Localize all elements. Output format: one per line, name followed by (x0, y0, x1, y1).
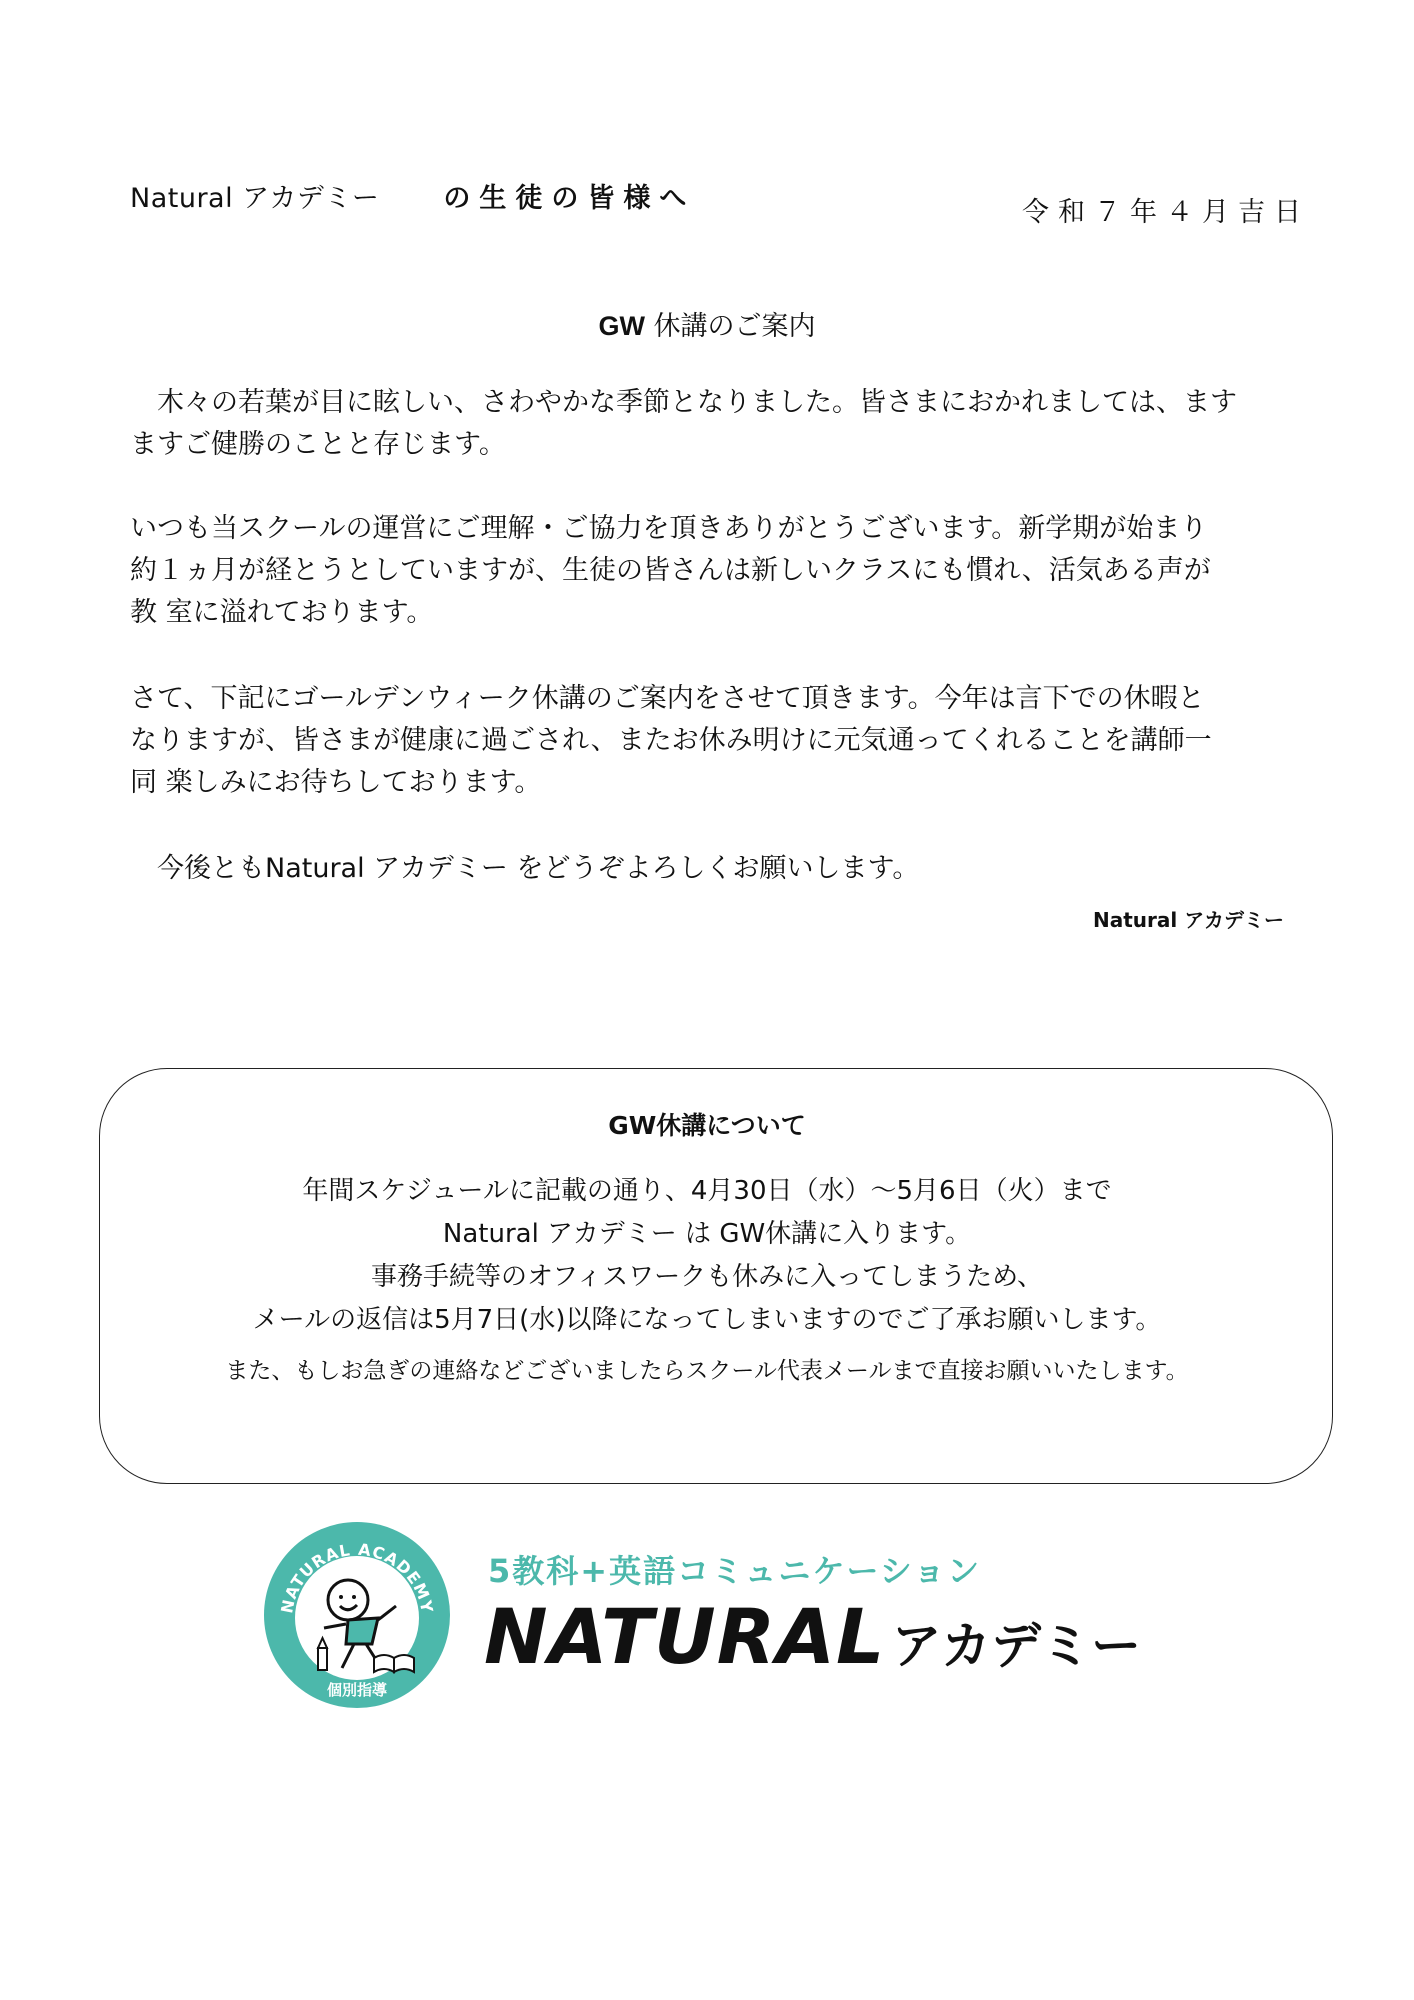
letter-title (0, 304, 1414, 343)
paragraph-line: ますご健勝のことと存じます。 (130, 429, 506, 460)
letter-title-prefix: GW (598, 311, 645, 341)
notice-line: 年間スケジュールに記載の通り、4月30日（水）〜5月6日（火）まで (302, 1176, 1112, 1206)
pencil-icon (318, 1638, 327, 1670)
notice-line: メールの返信は5月7日(水)以降になってしまいますのでご了承お願いします。 (252, 1305, 1162, 1335)
logo-wordmark-kana: アカデミー (891, 1617, 1141, 1675)
letter-title-text: 休講のご案内 (653, 311, 816, 342)
paragraph-line: 教 室に溢れております。 (130, 597, 434, 628)
addressee-line (130, 176, 695, 215)
academy-badge-logo (262, 1520, 452, 1710)
badge-sub-text: 個別指導 (326, 1681, 388, 1699)
open-book-icon (374, 1655, 414, 1672)
logo-wordmark-latin: NATURAL (484, 1592, 886, 1681)
paragraph-line: なりますが、皆さまが健康に過ごされ、またお休み明けに元気通ってくれることを講師一 (130, 725, 1212, 756)
addressee-school: Natural アカデミー (130, 183, 380, 214)
paragraph-line: いつも当スクールの運営にご理解・ご協力を頂きありがとうございます。新学期が始まり (130, 513, 1208, 544)
notice-line: また、もしお急ぎの連絡などございましたらスクール代表メールまで直接お願いいたします。 (225, 1358, 1189, 1384)
badge-arc-text: NATURAL ACADEMY (277, 1539, 437, 1615)
paragraph-thanks (130, 508, 1290, 634)
paragraph-line: 同 楽しみにお待ちしております。 (130, 767, 542, 798)
paragraph-line: 約１ヵ月が経とうとしていますが、生徒の皆さんは新しいクラスにも慣れ、活気ある声が (130, 555, 1211, 586)
addressee-students: の生徒の皆様へ (443, 183, 696, 214)
logo-tagline: 5教科+英語コミュニケーション (488, 1552, 982, 1590)
paragraph-line: さて、下記にゴールデンウィーク休講のご案内をさせて頂きます。今年は言下での休暇と (130, 683, 1205, 714)
logo-wordmark (484, 1592, 1141, 1681)
notice-title: GW休講について (608, 1111, 806, 1140)
paragraph-holiday (130, 678, 1290, 804)
notice-line: 事務手続等のオフィスワークも休みに入ってしまうため、 (370, 1262, 1044, 1292)
paragraph-line: 今後ともNatural アカデミー をどうぞよろしくお願いします。 (130, 853, 920, 884)
paragraph-closing (130, 848, 1290, 890)
paragraph-line: 木々の若葉が目に眩しい、さわやかな季節となりました。皆さまにおかれましては、ます (130, 387, 1237, 418)
notice-line: Natural アカデミー は GW休講に入ります。 (442, 1219, 972, 1249)
paragraph-greeting (130, 382, 1290, 466)
signature: Natural アカデミー (1092, 908, 1284, 932)
letter-date: 令和７年４月吉日 (1022, 197, 1310, 228)
